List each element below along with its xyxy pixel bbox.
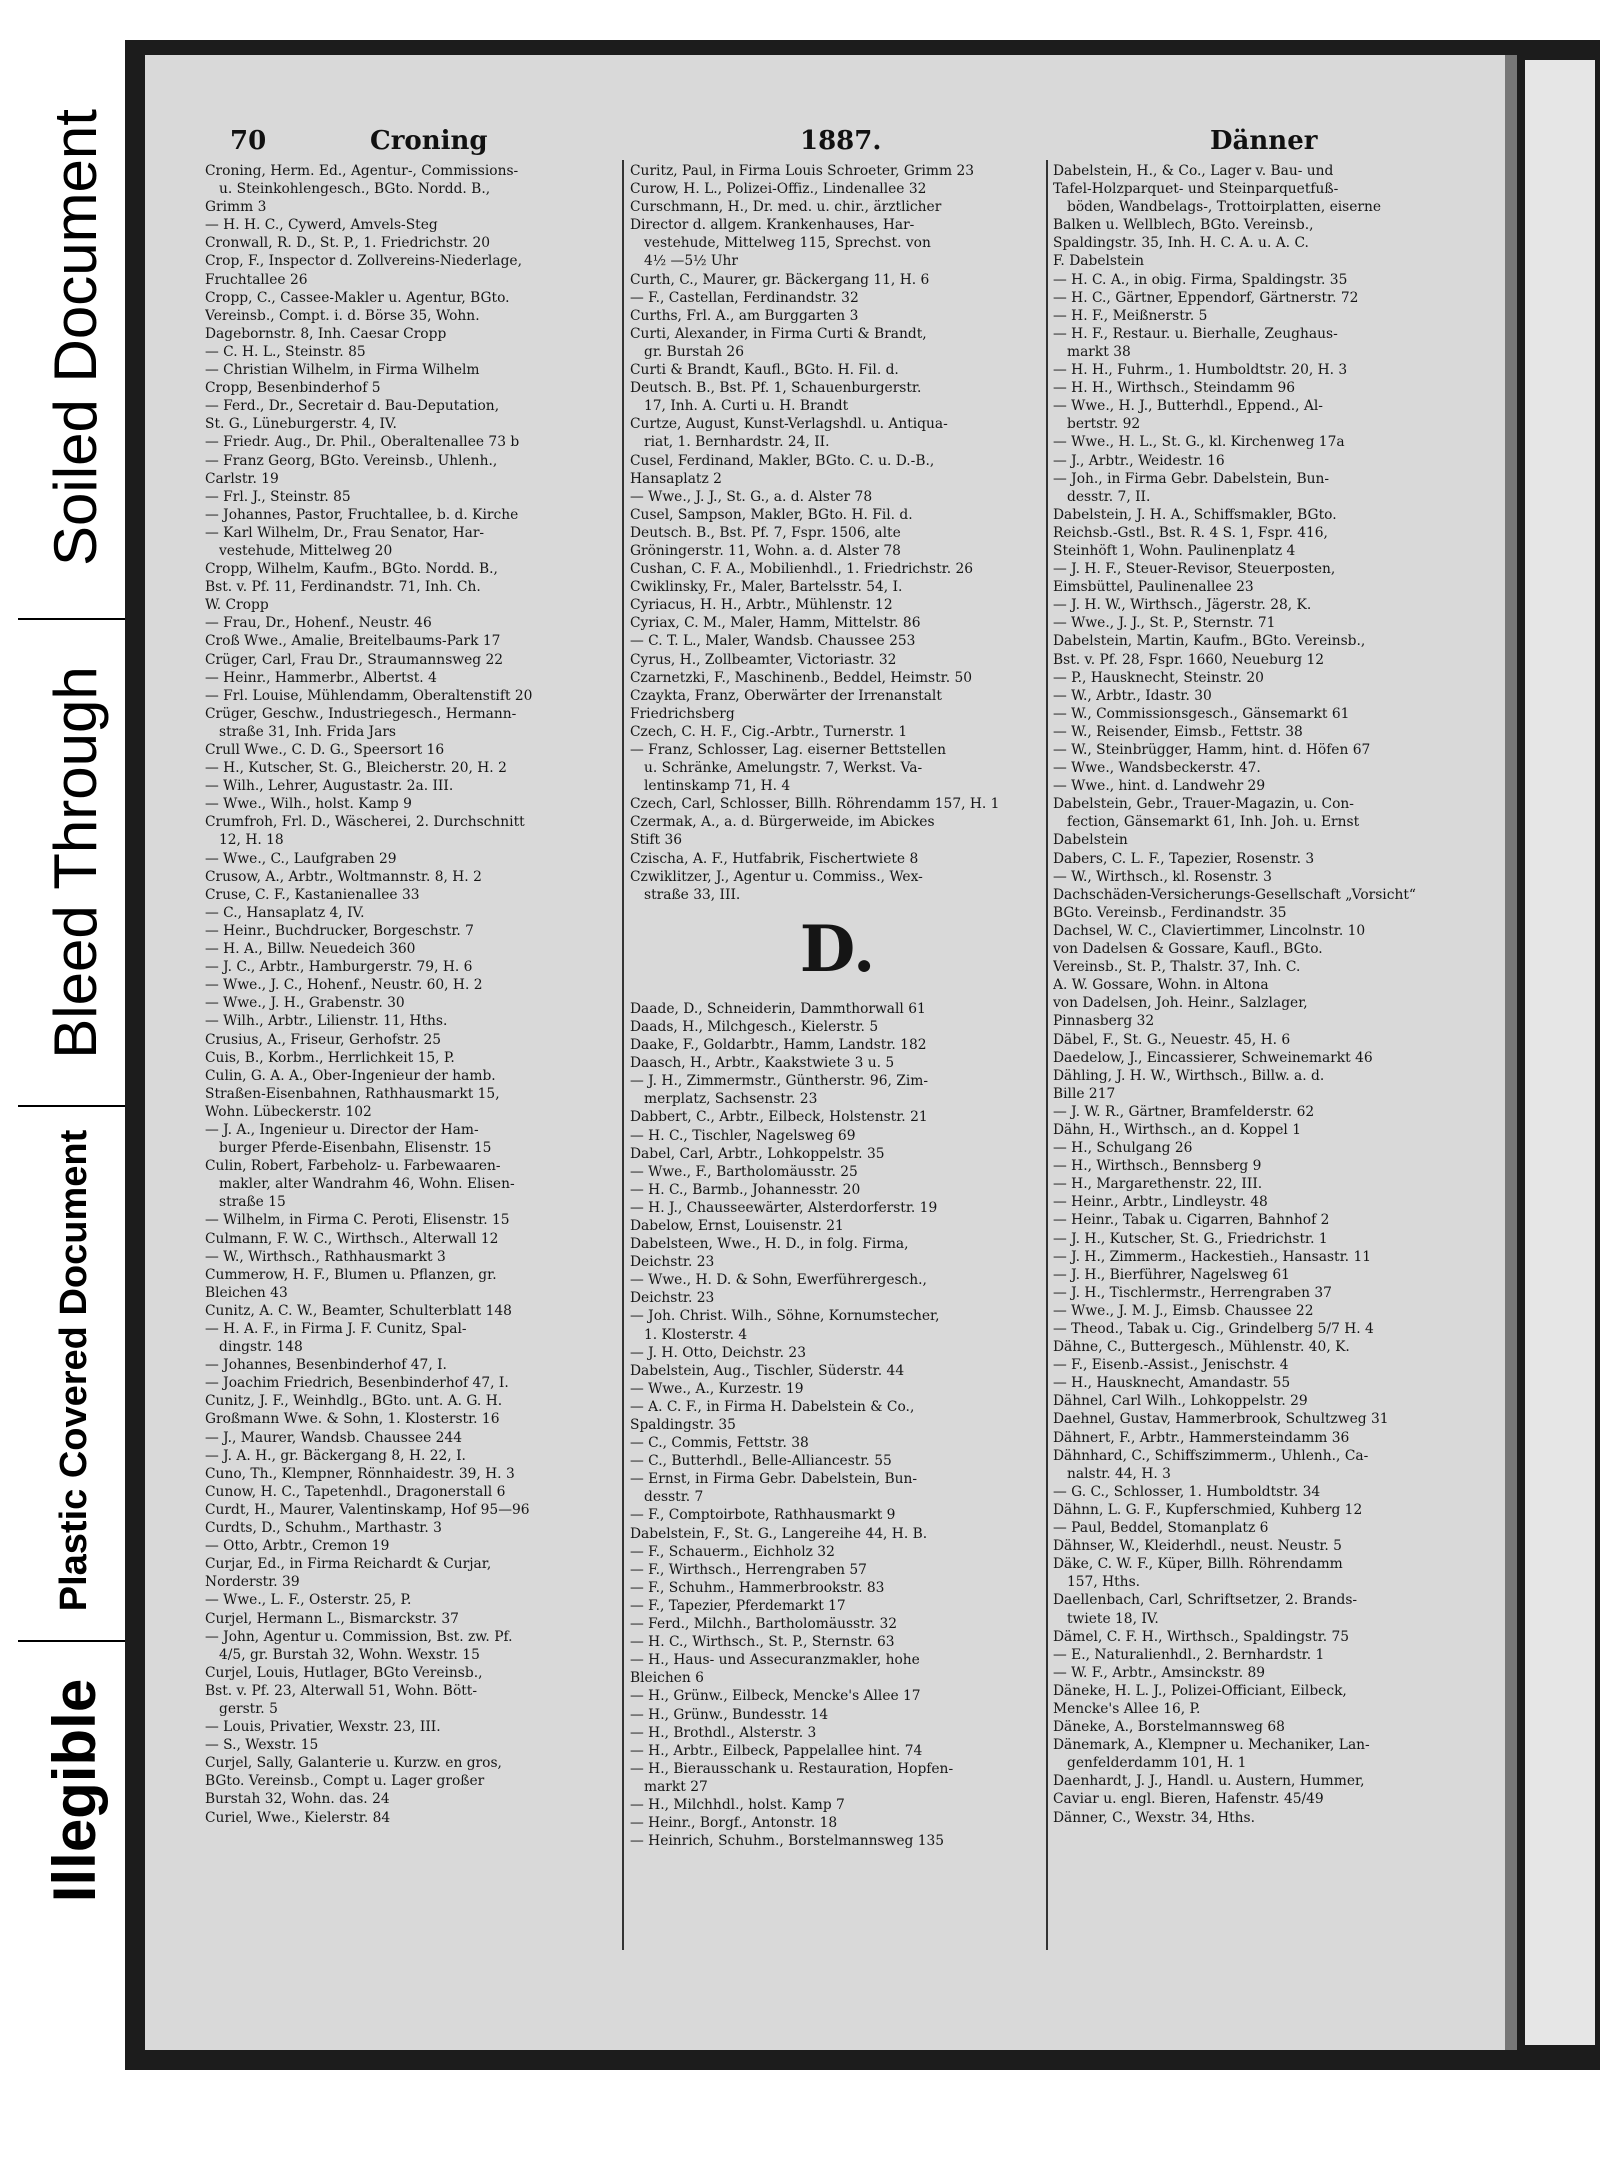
directory-line: Dähnser, W., Kleiderhdl., neust. Neustr. 5 — [1053, 1538, 1342, 1555]
directory-line: markt 38 — [1067, 343, 1131, 360]
directory-line: 17, Inh. A. Curti u. H. Brandt — [644, 398, 849, 415]
directory-line: — F., Eisenb.-Assist., Jenischstr. 4 — [1053, 1357, 1289, 1374]
directory-line: — Wwe., J. J., St. G., a. d. Alster 78 — [630, 488, 873, 505]
directory-line: — F., Castellan, Ferdinandstr. 32 — [630, 289, 859, 306]
directory-line: Tafel-Holzparquet- und Steinparquetfuß- — [1053, 181, 1339, 198]
directory-line: — Ferd., Milchh., Bartholomäusstr. 32 — [630, 1616, 898, 1633]
directory-line: — Joachim Friedrich, Besenbinderhof 47, I. — [205, 1375, 509, 1392]
directory-line: — Joh. Christ. Wilh., Söhne, Kornumstecher, — [630, 1308, 940, 1325]
directory-line: Daake, F., Goldarbtr., Hamm, Landstr. 182 — [630, 1037, 927, 1054]
directory-line: — J. A., Ingenieur u. Director der Ham- — [205, 1121, 479, 1138]
directory-line: Cronwall, R. D., St. P., 1. Friedrichstr. 20 — [205, 235, 491, 252]
directory-line: — H., Hausknecht, Amandastr. 55 — [1053, 1375, 1291, 1392]
directory-line: — W., Wirthsch., kl. Rosenstr. 3 — [1053, 868, 1272, 885]
directory-line: Bleichen 43 — [205, 1284, 288, 1301]
directory-line: — W., Reisender, Eimsb., Fettstr. 38 — [1053, 723, 1303, 740]
directory-line: — C. T. L., Maler, Wandsb. Chaussee 253 — [630, 633, 916, 650]
directory-line: — Wwe., Wilh., holst. Kamp 9 — [205, 796, 412, 813]
directory-line: desstr. 7 — [644, 1489, 704, 1506]
directory-line: Reichsb.-Gstl., Bst. R. 4 S. 1, Fspr. 416, — [1053, 524, 1328, 541]
directory-line: Daenhardt, J. J., Handl. u. Austern, Hummer, — [1053, 1773, 1365, 1790]
label-illegible: Illegible — [41, 1678, 109, 1902]
directory-line: Cyriax, C. M., Maler, Hamm, Mittelstr. 86 — [630, 615, 921, 632]
directory-line: — J. H. F., Steuer-Revisor, Steuerposten, — [1053, 561, 1336, 578]
directory-line: Vereinsb., St. P., Thalstr. 37, Inh. C. — [1053, 959, 1301, 976]
directory-line: Daade, D., Schneiderin, Dammthorwall 61 — [630, 1000, 926, 1017]
directory-line: Curjel, Louis, Hutlager, BGto Vereinsb., — [205, 1664, 483, 1681]
directory-line: Daasch, H., Arbtr., Kaakstwiete 3 u. 5 — [630, 1055, 895, 1072]
directory-line: — Wwe., J. H., Grabenstr. 30 — [205, 995, 405, 1012]
directory-line: Bst. v. Pf. 11, Ferdinandstr. 71, Inh. Ch. — [205, 579, 481, 596]
directory-line: 12, H. 18 — [219, 832, 284, 849]
directory-line: — H. C., Gärtner, Eppendorf, Gärtnerstr. 72 — [1053, 289, 1359, 306]
directory-line: — C., Hansaplatz 4, IV. — [205, 904, 365, 921]
directory-line: Cusel, Ferdinand, Makler, BGto. C. u. D.-B., — [630, 452, 935, 469]
directory-line: — F., Comptoirbote, Rathhausmarkt 9 — [630, 1507, 896, 1524]
directory-line: — H. C., Barmb., Johannesstr. 20 — [630, 1181, 861, 1198]
directory-line: — Franz Georg, BGto. Vereinsb., Uhlenh., — [205, 452, 498, 469]
directory-line: merplatz, Sachsenstr. 23 — [644, 1091, 818, 1108]
directory-line: Deichstr. 23 — [630, 1290, 715, 1307]
directory-line: — H. C. A., in obig. Firma, Spaldingstr. 35 — [1053, 271, 1348, 288]
directory-line: BGto. Vereinsb., Compt u. Lager großer — [205, 1773, 485, 1790]
directory-column-1 — [205, 162, 620, 1827]
directory-line: Culin, Robert, Farbeholz- u. Farbewaaren- — [205, 1158, 501, 1175]
column-divider — [1046, 160, 1048, 1950]
directory-line: — H. H. C., Cywerd, Amvels-Steg — [205, 217, 438, 234]
directory-line: — J. H., Tischlermstr., Herrengraben 37 — [1053, 1284, 1332, 1301]
directory-line: Dabelstein, F., St. G., Langereihe 44, H. B. — [630, 1525, 928, 1542]
directory-line: — Wwe., J. J., St. P., Sternstr. 71 — [1053, 615, 1276, 632]
directory-line: — W., Commissionsgesch., Gänsemarkt 61 — [1053, 705, 1350, 722]
directory-line: Deutsch. B., Bst. Pf. 1, Schauenburgerstr. — [630, 380, 922, 397]
directory-line: — Ernst, in Firma Gebr. Dabelstein, Bun- — [630, 1471, 918, 1488]
directory-line: Bst. v. Pf. 23, Alterwall 51, Wohn. Bött- — [205, 1682, 478, 1699]
directory-line: — E., Naturalienhdl., 2. Bernhardstr. 1 — [1053, 1646, 1325, 1663]
header-left-keyword: Croning — [370, 126, 488, 156]
directory-line: Culin, G. A. A., Ober-Ingenieur der hamb. — [205, 1067, 496, 1084]
directory-line: vestehude, Mittelweg 20 — [219, 542, 393, 559]
directory-line: u. Schränke, Amelungstr. 7, Werkst. Va- — [644, 760, 923, 777]
header-right-keyword: Dänner — [1210, 126, 1318, 156]
directory-line: Spaldingstr. 35, Inh. H. C. A. u. A. C. — [1053, 235, 1309, 252]
directory-line: Dabelstein — [1053, 832, 1128, 849]
directory-line: Cyriacus, H. H., Arbtr., Mühlenstr. 12 — [630, 597, 893, 614]
directory-line: Cwiklinsky, Fr., Maler, Bartelsstr. 54, I. — [630, 579, 903, 596]
directory-line: Crumfroh, Frl. D., Wäscherei, 2. Durchschnitt — [205, 814, 525, 831]
directory-line: Curths, Frl. A., am Burggarten 3 — [630, 307, 859, 324]
label-separator — [18, 1640, 128, 1642]
directory-line: Dabelsteen, Wwe., H. D., in folg. Firma, — [630, 1236, 909, 1253]
directory-line: — H., Wirthsch., Bennsberg 9 — [1053, 1158, 1262, 1175]
directory-line: — H. C., Wirthsch., St. P., Sternstr. 63 — [630, 1634, 895, 1651]
directory-line: Cropp, Wilhelm, Kaufm., BGto. Nordd. B., — [205, 561, 498, 578]
directory-line: Hansaplatz 2 — [630, 470, 722, 487]
directory-line: desstr. 7, II. — [1067, 488, 1151, 505]
directory-line: Director d. allgem. Krankenhauses, Har- — [630, 217, 915, 234]
directory-line: — A. C. F., in Firma H. Dabelstein & Co., — [630, 1398, 915, 1415]
directory-line: — Frl. J., Steinstr. 85 — [205, 488, 351, 505]
directory-line: straße 33, III. — [644, 886, 741, 903]
directory-line: makler, alter Wandrahm 46, Wohn. Elisen- — [219, 1176, 515, 1193]
directory-line: — H. A., Billw. Neuedeich 360 — [205, 941, 416, 958]
directory-line: gerstr. 5 — [219, 1700, 278, 1717]
directory-line: Dabbert, C., Arbtr., Eilbeck, Holstenstr. 21 — [630, 1109, 928, 1126]
directory-line: — J. H., Zimmerm., Hackestieh., Hansastr. 11 — [1053, 1248, 1372, 1265]
directory-line: — J. H., Bierführer, Nagelsweg 61 — [1053, 1266, 1290, 1283]
directory-line: Dähne, C., Buttergesch., Mühlenstr. 40, K. — [1053, 1339, 1350, 1356]
directory-line: Dabelstein, Aug., Tischler, Süderstr. 44 — [630, 1362, 905, 1379]
directory-line: — John, Agentur u. Commission, Bst. zw. Pf. — [205, 1628, 513, 1645]
directory-line: — H., Grünw., Bundesstr. 14 — [630, 1706, 829, 1723]
directory-line: straße 15 — [219, 1194, 286, 1211]
label-soiled-document: Soiled Document — [41, 109, 109, 566]
directory-line: — F., Wirthsch., Herrengraben 57 — [630, 1561, 867, 1578]
directory-line: Daedelow, J., Eincassierer, Schweinemarkt 46 — [1053, 1049, 1373, 1066]
directory-line: Pinnasberg 32 — [1053, 1013, 1155, 1030]
directory-line: Curth, C., Maurer, gr. Bäckergang 11, H. 6 — [630, 271, 930, 288]
directory-line: — W., Wirthsch., Rathhausmarkt 3 — [205, 1248, 446, 1265]
directory-line: Curti, Alexander, in Firma Curti & Brandt, — [630, 325, 927, 342]
directory-line: Curjel, Hermann L., Bismarckstr. 37 — [205, 1610, 459, 1627]
directory-line: — F., Schauerm., Eichholz 32 — [630, 1543, 835, 1560]
directory-line: von Dadelsen & Gossare, Kaufl., BGto. — [1053, 941, 1323, 958]
directory-line: — Wwe., A., Kurzestr. 19 — [630, 1380, 804, 1397]
directory-line: burger Pferde-Eisenbahn, Elisenstr. 15 — [219, 1140, 492, 1157]
directory-line: Daellenbach, Carl, Schriftsetzer, 2. Brands- — [1053, 1592, 1358, 1609]
directory-line: 1. Klosterstr. 4 — [644, 1326, 748, 1343]
directory-line: — Friedr. Aug., Dr. Phil., Oberaltenallee 73 b — [205, 434, 520, 451]
directory-line: Grimm 3 — [205, 199, 267, 216]
directory-line: — H. J., Chausseewärter, Alsterdorferstr. 19 — [630, 1199, 938, 1216]
directory-line: — J. H. Otto, Deichstr. 23 — [630, 1344, 806, 1361]
header-year: 1887. — [800, 126, 882, 156]
directory-line: Czischa, A. F., Hutfabrik, Fischertwiete 8 — [630, 850, 919, 867]
directory-line: — H., Arbtr., Eilbeck, Pappelallee hint. 74 — [630, 1742, 923, 1759]
directory-line: Curti & Brandt, Kaufl., BGto. H. Fil. d. — [630, 362, 899, 379]
directory-line: — Johannes, Pastor, Fruchtallee, b. d. Kirche — [205, 506, 519, 523]
directory-line: Crüger, Carl, Frau Dr., Straumannsweg 22 — [205, 651, 504, 668]
directory-line: — J. C., Arbtr., Hamburgerstr. 79, H. 6 — [205, 959, 473, 976]
directory-line: — F., Tapezier, Pferdemarkt 17 — [630, 1597, 846, 1614]
label-bleed-through: Bleed Through — [41, 666, 109, 1059]
directory-line: — Wwe., F., Bartholomäusstr. 25 — [630, 1163, 858, 1180]
directory-line: — Wwe., hint. d. Landwehr 29 — [1053, 778, 1266, 795]
directory-line: lentinskamp 71, H. 4 — [644, 778, 791, 795]
directory-line: Croß Wwe., Amalie, Breitelbaums-Park 17 — [205, 633, 501, 650]
directory-line: Cummerow, H. F., Blumen u. Pflanzen, gr. — [205, 1266, 497, 1283]
directory-line: Dabelstein, Gebr., Trauer-Magazin, u. Con- — [1053, 796, 1354, 813]
directory-line: — H., Brothdl., Alsterstr. 3 — [630, 1724, 817, 1741]
directory-line: Dabel, Carl, Arbtr., Lohkoppelstr. 35 — [630, 1145, 885, 1162]
directory-line: Dachschäden-Versicherungs-Gesellschaft „Vorsicht“ — [1053, 886, 1416, 903]
directory-line: — Paul, Beddel, Stomanplatz 6 — [1053, 1520, 1269, 1537]
directory-line: — Frl. Louise, Mühlendamm, Oberaltenstift 20 — [205, 687, 533, 704]
directory-line: Crüger, Geschw., Industriegesch., Hermann- — [205, 705, 517, 722]
directory-line: Wohn. Lübeckerstr. 102 — [205, 1103, 372, 1120]
directory-line: — Heinr., Arbtr., Lindleystr. 48 — [1053, 1194, 1268, 1211]
directory-line: Daads, H., Milchgesch., Kielerstr. 5 — [630, 1018, 879, 1035]
directory-line: — Wwe., J. C., Hohenf., Neustr. 60, H. 2 — [205, 977, 483, 994]
directory-line: Burstah 32, Wohn. das. 24 — [205, 1791, 390, 1808]
directory-line: Däneke, H. L. J., Polizei-Officiant, Eilbeck, — [1053, 1682, 1347, 1699]
directory-line: Czarnetzki, F., Maschinenb., Beddel, Heimstr. 50 — [630, 669, 973, 686]
directory-line: Dähnert, F., Arbtr., Hammersteindamm 36 — [1053, 1429, 1350, 1446]
directory-line: dingstr. 148 — [219, 1339, 303, 1356]
directory-line: Czech, Carl, Schlosser, Billh. Röhrendamm 157, H. 1 — [630, 796, 1000, 813]
directory-line: Croning, Herm. Ed., Agentur-, Commissions- — [205, 163, 519, 179]
directory-line: — Wwe., H. L., St. G., kl. Kirchenweg 17a — [1053, 434, 1345, 451]
directory-line: — W., Arbtr., Idastr. 30 — [1053, 687, 1212, 704]
directory-line: — Theod., Tabak u. Cig., Grindelberg 5/7 H. 4 — [1053, 1321, 1374, 1337]
directory-line: — Wwe., J. M. J., Eimsb. Chaussee 22 — [1053, 1302, 1314, 1319]
directory-line: von Dadelsen, Joh. Heinr., Salzlager, — [1053, 995, 1308, 1012]
directory-line: — Wwe., L. F., Osterstr. 25, P. — [205, 1592, 412, 1609]
directory-line: Cuis, B., Korbm., Herrlichkeit 15, P. — [205, 1049, 455, 1066]
directory-line: Crusow, A., Arbtr., Woltmannstr. 8, H. 2 — [205, 868, 482, 885]
directory-line: — H. F., Restaur. u. Bierhalle, Zeughaus- — [1053, 325, 1338, 342]
directory-line: markt 27 — [644, 1778, 708, 1795]
directory-line: Curow, H. L., Polizei-Offiz., Lindenallee 32 — [630, 181, 927, 198]
directory-line: Norderstr. 39 — [205, 1574, 300, 1591]
directory-line: — J., Arbtr., Weidestr. 16 — [1053, 452, 1225, 469]
directory-line: Dabelow, Ernst, Louisenstr. 21 — [630, 1217, 844, 1234]
directory-line: Curjar, Ed., in Firma Reichardt & Curjar, — [205, 1556, 492, 1573]
directory-line: Dabelstein, Martin, Kaufm., BGto. Vereinsb., — [1053, 633, 1366, 650]
directory-line: Vereinsb., Compt. i. d. Börse 35, Wohn. — [205, 307, 480, 324]
directory-line: — Heinr., Buchdrucker, Borgeschstr. 7 — [205, 922, 474, 939]
directory-line: Cuno, Th., Klempner, Rönnhaidestr. 39, H. 3 — [205, 1465, 515, 1482]
directory-line: Stift 36 — [630, 832, 683, 849]
directory-line: — Karl Wilhelm, Dr., Frau Senator, Har- — [205, 524, 485, 541]
directory-line: — F., Schuhm., Hammerbrookstr. 83 — [630, 1579, 885, 1596]
directory-line: Dabelstein, H., & Co., Lager v. Bau- und — [1053, 163, 1334, 179]
directory-line: — J., Maurer, Wandsb. Chaussee 244 — [205, 1429, 463, 1446]
directory-line: — Heinr., Hammerbr., Albertst. 4 — [205, 669, 437, 686]
directory-line: — H., Bierausschank u. Restauration, Hopfen- — [630, 1760, 954, 1777]
directory-line: Carlstr. 19 — [205, 470, 279, 487]
directory-line: Cruse, C. F., Kastanienallee 33 — [205, 886, 420, 903]
directory-line: Straßen-Eisenbahnen, Rathhausmarkt 15, — [205, 1085, 500, 1102]
directory-line: — H. A. F., in Firma J. F. Cunitz, Spal- — [205, 1321, 467, 1337]
directory-line: 4½ —5½ Uhr — [644, 253, 738, 270]
directory-line: W. Cropp — [205, 597, 269, 614]
directory-line: straße 31, Inh. Frida Jars — [219, 723, 396, 740]
directory-line: Dänner, C., Wexstr. 34, Hths. — [1053, 1809, 1256, 1826]
directory-line: 157, Hths. — [1067, 1574, 1141, 1591]
directory-line: — Heinr., Tabak u. Cigarren, Bahnhof 2 — [1053, 1212, 1330, 1229]
directory-line: Cyrus, H., Zollbeamter, Victoriastr. 32 — [630, 651, 897, 668]
directory-line: Friedrichsberg — [630, 705, 735, 722]
directory-line: — H. F., Meißnerstr. 5 — [1053, 307, 1208, 324]
directory-line: — Heinrich, Schuhm., Borstelmannsweg 135 — [630, 1833, 945, 1850]
directory-line: — Wilh., Lehrer, Augustastr. 2a. III. — [205, 778, 454, 795]
directory-line: böden, Wandbelags-, Trottoirplatten, eiserne — [1067, 199, 1382, 216]
directory-line: Czaykta, Franz, Oberwärter der Irrenanstalt — [630, 687, 942, 704]
directory-line: — Frau, Dr., Hohenf., Neustr. 46 — [205, 615, 432, 632]
directory-line: — Wwe., Wandsbeckerstr. 47. — [1053, 760, 1261, 777]
directory-line: vestehude, Mittelweg 115, Sprechst. von — [644, 235, 931, 252]
directory-line: Curitz, Paul, in Firma Louis Schroeter, Grimm 23 — [630, 163, 975, 179]
directory-line: — Christian Wilhelm, in Firma Wilhelm — [205, 362, 480, 379]
directory-line: — G. C., Schlosser, 1. Humboldtstr. 34 — [1053, 1483, 1321, 1500]
directory-line: Bst. v. Pf. 28, Fspr. 1660, Neueburg 12 — [1053, 651, 1325, 668]
directory-line: Dähling, J. H. W., Wirthsch., Billw. a. d. — [1053, 1067, 1325, 1084]
directory-line: Crull Wwe., C. D. G., Speersort 16 — [205, 742, 445, 758]
directory-line: — H., Milchhdl., holst. Kamp 7 — [630, 1796, 845, 1813]
directory-line: gr. Burstah 26 — [644, 343, 744, 360]
directory-line: — Wwe., H. J., Butterhdl., Eppend., Al- — [1053, 398, 1323, 415]
directory-line: Cropp, Besenbinderhof 5 — [205, 380, 381, 397]
directory-line: — Louis, Privatier, Wexstr. 23, III. — [205, 1719, 441, 1736]
directory-line: Cushan, C. F. A., Mobilienhdl., 1. Friedrichstr. 26 — [630, 561, 974, 578]
directory-line: genfelderdamm 101, H. 1 — [1067, 1755, 1247, 1772]
directory-line: Curdts, D., Schuhm., Marthastr. 3 — [205, 1520, 442, 1537]
directory-line: Curtze, August, Kunst-Verlagshdl. u. Antiqua- — [630, 416, 948, 433]
directory-line: A. W. Gossare, Wohn. in Altona — [1053, 977, 1269, 994]
directory-line: Culmann, F. W. C., Wirthsch., Alterwall 12 — [205, 1230, 499, 1247]
directory-line: — J. H. W., Wirthsch., Jägerstr. 28, K. — [1053, 597, 1312, 614]
directory-column-2 — [630, 162, 1045, 1850]
directory-line: — J. W. R., Gärtner, Bramfelderstr. 62 — [1053, 1103, 1315, 1120]
directory-line: Balken u. Wellblech, BGto. Vereinsb., — [1053, 217, 1314, 234]
directory-line: Dähnhard, C., Schiffszimmerm., Uhlenh., Ca- — [1053, 1447, 1369, 1464]
directory-line: — J. A. H., gr. Bäckergang 8, H. 22, I. — [205, 1447, 466, 1464]
directory-line: — Ferd., Dr., Secretair d. Bau-Deputation, — [205, 398, 500, 415]
directory-line: Curiel, Wwe., Kielerstr. 84 — [205, 1809, 391, 1826]
directory-line: — Johannes, Besenbinderhof 47, I. — [205, 1357, 447, 1374]
directory-line: Dähn, H., Wirthsch., an d. Koppel 1 — [1053, 1121, 1301, 1138]
directory-line: Czwiklitzer, J., Agentur u. Commiss., Wex- — [630, 868, 923, 885]
directory-line: Curschmann, H., Dr. med. u. chir., ärztlicher — [630, 199, 942, 216]
directory-line: Gröningerstr. 11, Wohn. a. d. Alster 78 — [630, 542, 901, 559]
label-separator — [18, 618, 128, 620]
directory-line: — H., Kutscher, St. G., Bleicherstr. 20, H. 2 — [205, 760, 507, 777]
directory-line: — Franz, Schlosser, Lag. eiserner Bettstellen — [630, 742, 946, 758]
directory-line: Dämel, C. F. H., Wirthsch., Spaldingstr. 75 — [1053, 1628, 1350, 1645]
directory-line: Spaldingstr. 35 — [630, 1417, 736, 1433]
directory-line: Czech, C. H. F., Cig.-Arbtr., Turnerstr. 1 — [630, 723, 908, 740]
directory-line: — Heinr., Borgf., Antonstr. 18 — [630, 1815, 838, 1832]
directory-line: Cunitz, A. C. W., Beamter, Schulterblatt 148 — [205, 1302, 512, 1319]
directory-line: — J. H., Kutscher, St. G., Friedrichstr. 1 — [1053, 1230, 1328, 1247]
directory-line: Deichstr. 23 — [630, 1254, 715, 1271]
directory-line: Daehnel, Gustav, Hammerbrook, Schultzweg 31 — [1053, 1411, 1389, 1428]
directory-line: — P., Hausknecht, Steinstr. 20 — [1053, 669, 1264, 686]
directory-line: Caviar u. engl. Bieren, Hafenstr. 45/49 — [1053, 1791, 1324, 1808]
directory-line: Deutsch. B., Bst. Pf. 7, Fspr. 1506, alte — [630, 524, 901, 541]
directory-line: F. Dabelstein — [1053, 253, 1144, 270]
directory-line: u. Steinkohlengesch., BGto. Nordd. B., — [219, 181, 491, 198]
directory-line: Cunow, H. C., Tapetenhdl., Dragonerstall 6 — [205, 1483, 506, 1500]
directory-line: nalstr. 44, H. 3 — [1067, 1465, 1171, 1482]
directory-line: Cropp, C., Cassee-Makler u. Agentur, BGto. — [205, 289, 510, 306]
directory-line: — S., Wexstr. 15 — [205, 1737, 319, 1754]
directory-line: Dähnel, Carl Wilh., Lohkoppelstr. 29 — [1053, 1393, 1308, 1410]
directory-line: — J. H., Zimmermstr., Güntherstr. 96, Zim- — [630, 1073, 928, 1090]
directory-line: Großmann Wwe. & Sohn, 1. Klosterstr. 16 — [205, 1411, 500, 1428]
directory-line: Bille 217 — [1053, 1085, 1116, 1102]
page-number: 70 — [230, 126, 267, 156]
directory-line: Cunitz, J. F., Weinhdlg., BGto. unt. A. G. H. — [205, 1393, 503, 1410]
directory-column-3 — [1053, 162, 1468, 1827]
directory-line: Dabelstein, J. H. A., Schiffsmakler, BGto. — [1053, 506, 1337, 523]
directory-line: — H., Haus- und Assecuranzmakler, hohe — [630, 1652, 920, 1669]
directory-line: — Wilhelm, in Firma C. Peroti, Elisenstr. 15 — [205, 1212, 510, 1229]
directory-line: Cusel, Sampson, Makler, BGto. H. Fil. d. — [630, 506, 913, 523]
directory-line: — H., Grünw., Eilbeck, Mencke's Allee 17 — [630, 1688, 921, 1705]
directory-line: Curjel, Sally, Galanterie u. Kurzw. en gros, — [205, 1755, 502, 1772]
directory-line: Däneke, A., Borstelmannsweg 68 — [1053, 1719, 1285, 1736]
directory-line: — Wilh., Arbtr., Lilienstr. 11, Hths. — [205, 1013, 448, 1030]
directory-line: Dabers, C. L. F., Tapezier, Rosenstr. 3 — [1053, 850, 1315, 867]
label-plastic-covered-document: Plastic Covered Document — [53, 1129, 96, 1611]
directory-line: — C., Commis, Fettstr. 38 — [630, 1435, 809, 1452]
directory-line: Dähnn, L. G. F., Kupferschmied, Kuhberg 12 — [1053, 1501, 1363, 1518]
directory-line: Däke, C. W. F., Küper, Billh. Röhrendamm — [1053, 1556, 1343, 1573]
directory-line: — Wwe., C., Laufgraben 29 — [205, 850, 397, 867]
directory-line: — H., Schulgang 26 — [1053, 1140, 1193, 1157]
directory-line: — Otto, Arbtr., Cremon 19 — [205, 1538, 390, 1555]
directory-line: — C. H. L., Steinstr. 85 — [205, 343, 366, 360]
directory-line: — H. H., Wirthsch., Steindamm 96 — [1053, 380, 1296, 397]
directory-line: Eimsbüttel, Paulinenallee 23 — [1053, 579, 1254, 596]
directory-line: Dänemark, A., Klempner u. Mechaniker, Lan- — [1053, 1737, 1370, 1754]
directory-line: fection, Gänsemarkt 61, Inh. Joh. u. Ernst — [1067, 814, 1360, 831]
page-gutter-shadow — [1505, 55, 1517, 2050]
column-divider — [622, 160, 624, 1950]
directory-line: Steinhöft 1, Wohn. Paulinenplatz 4 — [1053, 542, 1296, 559]
next-page-edge — [1525, 60, 1595, 2045]
section-letter: D. — [799, 913, 876, 986]
directory-line: Fruchtallee 26 — [205, 271, 308, 288]
directory-line: — H. H., Fuhrm., 1. Humboldtstr. 20, H. 3 — [1053, 362, 1348, 379]
label-separator — [18, 1105, 128, 1107]
directory-line: 4/5, gr. Burstah 32, Wohn. Wexstr. 15 — [219, 1646, 480, 1663]
directory-line: Mencke's Allee 16, P. — [1053, 1700, 1201, 1717]
directory-line: — W., Steinbrügger, Hamm, hint. d. Höfen 67 — [1053, 742, 1371, 758]
directory-line: BGto. Vereinsb., Ferdinandstr. 35 — [1053, 904, 1287, 921]
directory-line: Däbel, F., St. G., Neuestr. 45, H. 6 — [1053, 1031, 1291, 1048]
directory-line: — W. F., Arbtr., Amsinckstr. 89 — [1053, 1664, 1266, 1681]
directory-line: bertstr. 92 — [1067, 416, 1141, 433]
directory-line: Bleichen 6 — [630, 1670, 704, 1687]
directory-line: Dagebornstr. 8, Inh. Caesar Cropp — [205, 325, 447, 342]
directory-line: St. G., Lüneburgerstr. 4, IV. — [205, 416, 397, 433]
directory-line: Dachsel, W. C., Claviertimmer, Lincolnstr. 10 — [1053, 922, 1366, 939]
directory-line: Crop, F., Inspector d. Zollvereins-Niederlage, — [205, 253, 522, 270]
directory-line: Czermak, A., a. d. Bürgerweide, im Abickes — [630, 814, 935, 831]
directory-line: — H., Margarethenstr. 22, III. — [1053, 1176, 1263, 1193]
directory-line: — Joh., in Firma Gebr. Dabelstein, Bun- — [1053, 470, 1330, 487]
directory-line: twiete 18, IV. — [1067, 1610, 1159, 1627]
directory-line: Crusius, A., Friseur, Gerhofstr. 25 — [205, 1031, 442, 1048]
directory-line: — H. C., Tischler, Nagelsweg 69 — [630, 1127, 856, 1144]
directory-line: — Wwe., H. D. & Sohn, Ewerführergesch., — [630, 1272, 927, 1289]
directory-line: — C., Butterhdl., Belle-Alliancestr. 55 — [630, 1453, 892, 1470]
directory-line: riat, 1. Bernhardstr. 24, II. — [644, 434, 830, 451]
directory-line: Curdt, H., Maurer, Valentinskamp, Hof 95—96 — [205, 1501, 530, 1518]
